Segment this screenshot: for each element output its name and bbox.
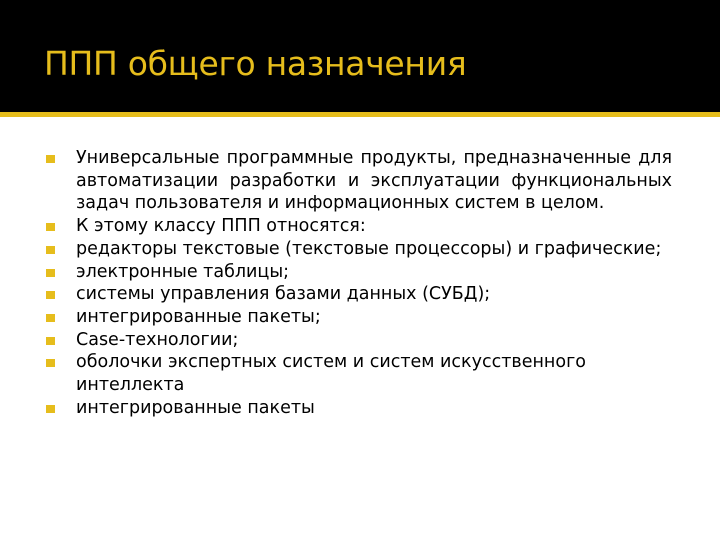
bullet-text: оболочки экспертных систем и систем искусственного интеллекта [76,352,586,396]
bullet-item [46,283,672,306]
square-bullet-icon [46,405,55,413]
square-bullet-icon [46,314,55,322]
bullet-text: интегрированные пакеты [76,397,315,418]
bullet-item [46,215,672,238]
bullet-list [46,147,672,419]
accent-rule [0,112,720,117]
bullet-item [46,397,672,420]
bullet-text: редакторы текстовые (текстовые процессоры) и графические; [76,238,662,259]
bullet-text: системы управления базами данных (СУБД); [76,284,491,305]
title-bar [0,0,720,112]
bullet-item [46,238,672,261]
square-bullet-icon [46,359,55,367]
slide-title: ППП общего назначения [44,44,467,83]
square-bullet-icon [46,337,55,345]
bullet-text: интегрированные пакеты; [76,306,321,327]
bullet-text: Case-технологии; [76,329,239,350]
bullet-item [46,147,672,215]
bullet-item [46,329,672,352]
square-bullet-icon [46,223,55,231]
bullet-text: электронные таблицы; [76,261,290,282]
bullet-text: Универсальные программные продукты, предназначенные для автоматизации разработки и эксплуатации функциональных задач пользователя и информационных систем в целом. [76,148,672,214]
bullet-text: К этому классу ППП относятся: [76,216,366,237]
square-bullet-icon [46,291,55,299]
square-bullet-icon [46,269,55,277]
square-bullet-icon [46,246,55,254]
square-bullet-icon [46,155,55,163]
bullet-item [46,351,672,396]
bullet-item [46,261,672,284]
bullet-item [46,306,672,329]
